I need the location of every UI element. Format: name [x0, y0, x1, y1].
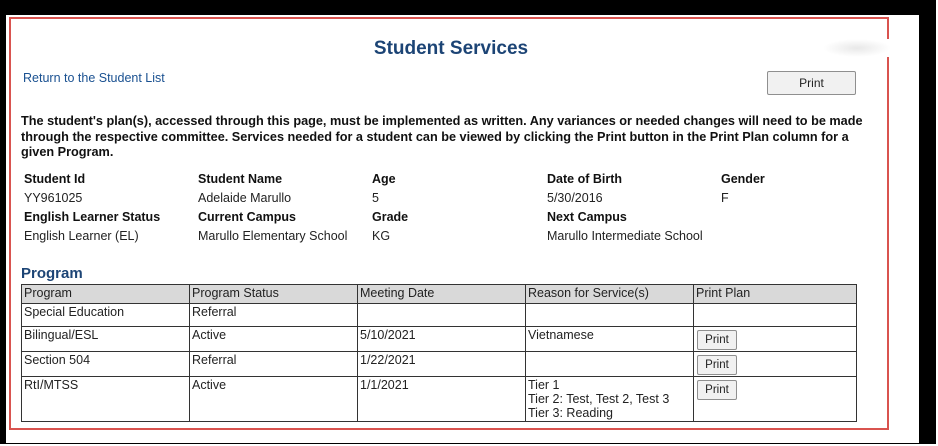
status-cell: Referral [190, 352, 358, 377]
table-header-row [22, 285, 857, 304]
print-plan-cell [694, 377, 857, 422]
column-header-print-plan: Print Plan [694, 285, 857, 304]
program-cell: Bilingual/ESL [22, 327, 190, 352]
grade-value: KG [372, 229, 391, 243]
age-value: 5 [372, 191, 379, 205]
el-status-label: English Learner Status [24, 210, 161, 224]
gender-field [721, 172, 765, 206]
reason-cell [526, 327, 694, 352]
reason-cell [526, 304, 694, 327]
current-campus-value: Marullo Elementary School [198, 229, 348, 243]
student-id-field [24, 172, 85, 206]
implementation-notice: The student's plan(s), accessed through this page, must be implemented as written. Any variances or needed changes will need to be made through the respective committee. Services needed for a student can be viewed by clicking the Print button in the Print Plan column for a given Program. [21, 114, 863, 159]
current-campus-field [198, 210, 347, 244]
column-header-status: Program Status [190, 285, 358, 304]
next-campus-value: Marullo Intermediate School [547, 229, 703, 243]
age-label: Age [372, 172, 396, 186]
program-cell: RtI/MTSS [22, 377, 190, 422]
dob-value: 5/30/2016 [547, 191, 603, 205]
gender-value: F [721, 191, 729, 205]
column-header-meeting-date: Meeting Date [358, 285, 526, 304]
print-plan-cell [694, 352, 857, 377]
current-campus-label: Current Campus [198, 210, 296, 224]
next-campus-label: Next Campus [547, 210, 627, 224]
meeting-date-cell [358, 304, 526, 327]
grade-label: Grade [372, 210, 409, 224]
el-status-value: English Learner (EL) [24, 229, 139, 243]
table-row [22, 377, 857, 422]
column-header-program: Program [22, 285, 190, 304]
return-to-student-list-link[interactable]: Return to the Student List [23, 71, 165, 85]
reason-line: Tier 1 [528, 378, 560, 392]
table-row [22, 304, 857, 327]
meeting-date-cell: 1/1/2021 [358, 377, 526, 422]
print-plan-button[interactable]: Print [697, 380, 737, 400]
age-field [372, 172, 396, 206]
print-plan-cell [694, 327, 857, 352]
reason-line: Vietnamese [528, 328, 594, 342]
page-frame [6, 15, 919, 443]
dob-field [547, 172, 622, 206]
status-cell: Active [190, 377, 358, 422]
page-title: Student Services [373, 38, 529, 59]
program-table [21, 284, 857, 422]
table-row [22, 327, 857, 352]
reason-cell [526, 377, 694, 422]
program-cell: Section 504 [22, 352, 190, 377]
student-id-value: YY961025 [24, 191, 83, 205]
student-name-value: Adelaide Marullo [198, 191, 292, 205]
grade-field [372, 210, 408, 244]
print-plan-cell [694, 304, 857, 327]
student-name-label: Student Name [198, 172, 283, 186]
reason-line: Tier 3: Reading [528, 406, 613, 420]
column-header-reason: Reason for Service(s) [526, 285, 694, 304]
reason-line: Tier 2: Test, Test 2, Test 3 [528, 392, 670, 406]
dob-label: Date of Birth [547, 172, 622, 186]
program-heading: Program [21, 265, 83, 282]
student-name-field [198, 172, 291, 206]
program-cell: Special Education [22, 304, 190, 327]
next-campus-field [547, 210, 703, 244]
student-id-label: Student Id [24, 172, 86, 186]
el-status-field [24, 210, 160, 244]
meeting-date-cell: 1/22/2021 [358, 352, 526, 377]
reason-cell [526, 352, 694, 377]
status-cell: Active [190, 327, 358, 352]
print-plan-button[interactable]: Print [697, 330, 737, 350]
print-plan-button[interactable]: Print [697, 355, 737, 375]
meeting-date-cell: 5/10/2021 [358, 327, 526, 352]
status-cell: Referral [190, 304, 358, 327]
content-border [9, 17, 889, 430]
print-button[interactable]: Print [767, 71, 856, 95]
table-row [22, 352, 857, 377]
gender-label: Gender [721, 172, 765, 186]
